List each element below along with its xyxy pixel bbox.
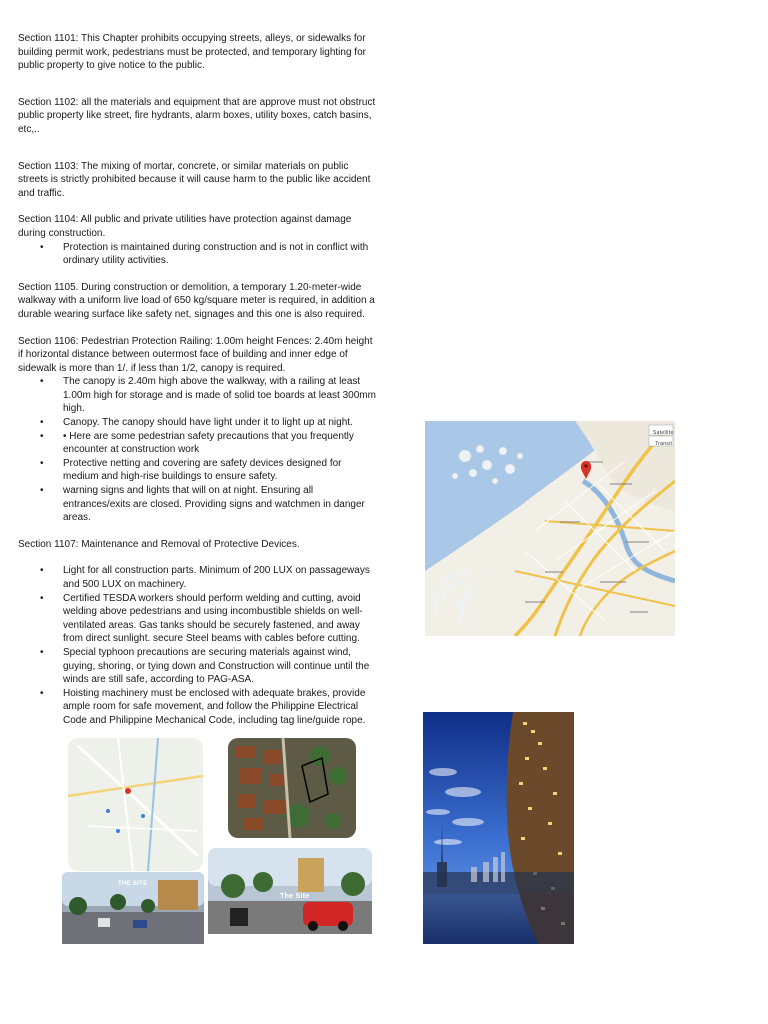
document-text [18,32,378,741]
section-1104-text: Section 1104: All public and private utilities have protection against damage during construction. [18,214,352,239]
section-1104-bullets [18,241,378,268]
list-item: • • Here are some pedestrian safety precautions that you frequently encounter at construction work [18,430,378,457]
list-item: • The canopy is 2.40m high above the walkway, with a railing at least 1.00m high for storage and is made of solid toe boards at least 300mm high. [18,375,378,416]
section-1104 [18,213,378,267]
dubai-map-image [425,421,675,636]
list-item: • Light for all construction parts. Minimum of 200 LUX on passageways and 500 LUX on machinery. [18,564,378,591]
list-item: • Protection is maintained during construction and is not in conflict with ordinary utility activities. [18,241,378,268]
section-1106-bullets [18,375,378,525]
collage-graphic [58,736,376,966]
list-item: • Protective netting and covering are safety devices designed for medium and high-rise buildings to ensure safety. [18,457,378,484]
list-item: • Canopy. The canopy should have light under it to light up at night. [18,416,378,430]
list-item: • warning signs and lights that will on at night. Ensuring all entrances/exits are closed. Providing signs and watchmen in danger areas. [18,484,378,525]
site-label-left: THE SITE [118,881,148,887]
section-1101: Section 1101: This Chapter prohibits occupying streets, alleys, or sidewalks for building permit work, pedestrians must be protected, and temporary lighting for public property to give notice to the public. [18,33,366,72]
section-1103: Section 1103: The mixing of mortar, concrete, or similar materials on public streets is strictly prohibited because it will cause harm to the public like accident and traffic. [18,160,371,199]
section-1105: Section 1105. During construction or demolition, a temporary 1.20-meter-wide walkway with a uniform live load of 650 kg/square meter is required, in addition a durable wearing surface like safety net, signages and this one is also required. [18,281,375,320]
list-item: • Special typhoon precautions are securing materials against wind, guying, shoring, or tying down and Construction will continue until the winds are still safe, according to PAG-ASA. [18,646,378,687]
section-1107-text: Section 1107: Maintenance and Removal of Protective Devices. [18,538,300,550]
section-1106-text: Section 1106: Pedestrian Protection Railing: 1.00m height Fences: 2.40m height if horizontal distance between outermost face of building and inner edge of sidewalk is more than 1/. if less than 1/2, canopy is required. [18,335,373,374]
map-graphic [425,421,675,636]
list-item: • Certified TESDA workers should perform welding and cutting, avoid welding above pedestrians and using incombustible shields on well-ventilated areas. Gas tanks should be securely fastened, and away from direct sunlight. secure Steel beams with cables before cutting. [18,592,378,646]
list-item: • Hoisting machinery must be enclosed with adequate brakes, provide ample room for safe movement, and follow the Philippine Electrical Code and Philippine Mechanical Code, including tag line/guide rope. [18,687,378,728]
section-1102: Section 1102: all the materials and equipment that are approve must not obstruct public property like street, fire hydrants, alarm boxes, utility boxes, catch basins, etc,.. [18,96,376,135]
section-1106 [18,335,378,525]
city-panorama-image [423,712,574,944]
section-1107 [18,538,378,728]
map-satellite-button: Satellite [653,430,674,436]
section-1107-bullets [18,564,378,727]
site-label-right: The Site [280,893,310,900]
panorama-graphic [423,712,574,944]
site-collage-image [58,736,376,966]
map-transit-button: Transit [655,441,673,447]
